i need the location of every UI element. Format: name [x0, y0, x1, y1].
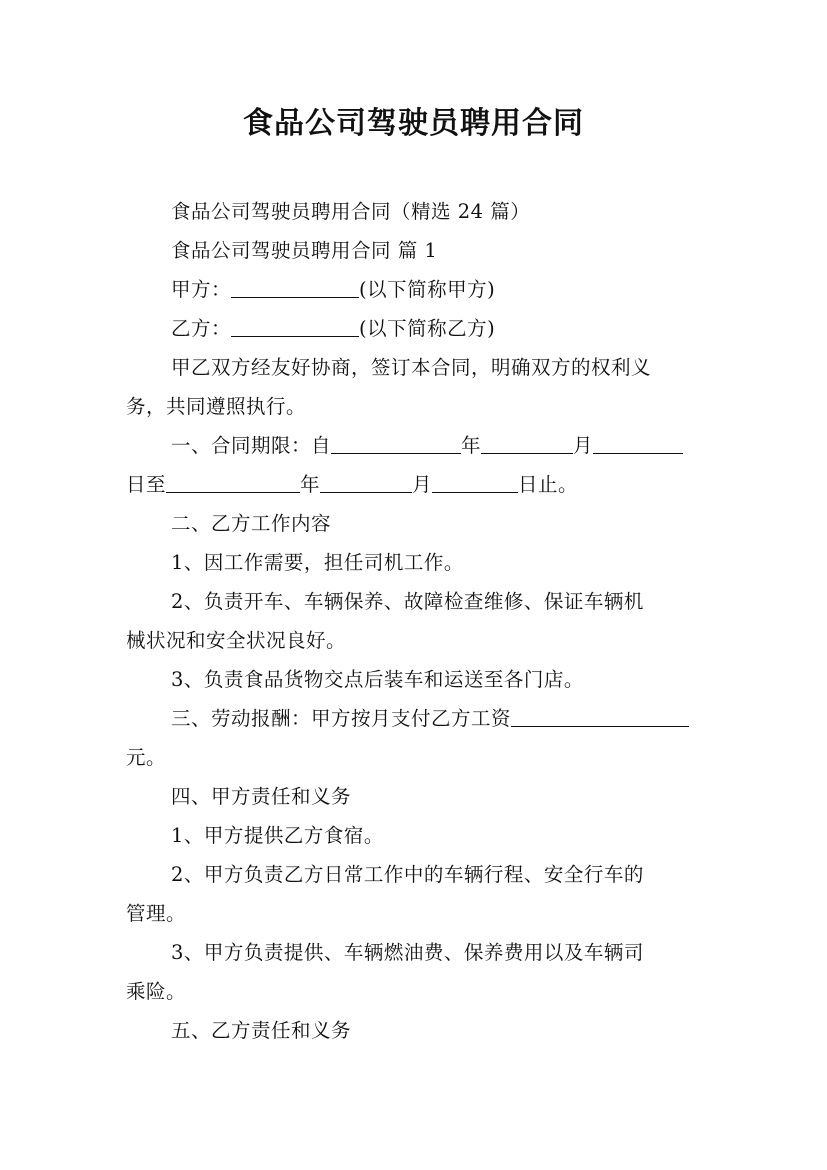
paragraph-line: 1、因工作需要，担任司机工作。: [171, 551, 464, 574]
paragraph-section-heading: 食品公司驾驶员聘用合同 篇 1: [171, 239, 438, 262]
paragraph-line: 乘险。: [126, 980, 187, 1003]
term-end-day-blank: [432, 472, 518, 493]
party-a-blank: [231, 277, 359, 298]
paragraph-line: 2、甲方负责乙方日常工作中的车辆行程、安全行车的: [171, 863, 644, 886]
term-end-suffix: 日止。: [518, 473, 579, 496]
term-start-day-blank: [593, 433, 683, 454]
term-end-year-blank: [166, 472, 300, 493]
term-end-month-blank: [320, 472, 412, 493]
term-label: 一、合同期限：自: [171, 434, 332, 457]
term-start-month-blank: [481, 433, 573, 454]
paragraph-line: 械状况和安全状况良好。: [126, 629, 347, 652]
term-end-month-label: 月: [412, 473, 433, 496]
section-heading: 四、甲方责任和义务: [171, 785, 352, 808]
salary-label: 三、劳动报酬：甲方按月支付乙方工资: [171, 707, 512, 730]
section-heading: 五、乙方责任和义务: [171, 1019, 352, 1042]
document-title: 食品公司驾驶员聘用合同: [243, 106, 584, 141]
paragraph-line: 管理。: [126, 902, 187, 925]
term-month-label: 月: [573, 434, 594, 457]
term-year-label: 年: [461, 434, 482, 457]
party-a-note: (以下简称甲方): [359, 278, 496, 301]
paragraph-line: 务，共同遵照执行。: [126, 395, 307, 418]
salary-line: [126, 704, 751, 734]
party-b-note: (以下简称乙方): [359, 317, 496, 340]
paragraph-line: 甲乙双方经友好协商，签订本合同，明确双方的权利义: [171, 356, 652, 379]
party-b-label: 乙方：: [171, 317, 232, 340]
contract-term-end-line: [126, 470, 706, 500]
term-end-year-label: 年: [300, 473, 321, 496]
paragraph-line: 3、甲方负责提供、车辆燃油费、保养费用以及车辆司: [171, 941, 644, 964]
paragraph-line: 元。: [126, 746, 167, 769]
paragraph-subtitle: 食品公司驾驶员聘用合同（精选 24 篇）: [171, 200, 531, 223]
term-start-year-blank: [331, 433, 461, 454]
party-b-line: [126, 314, 751, 344]
party-a-line: [126, 275, 751, 305]
contract-term-line: [126, 431, 751, 461]
party-a-label: 甲方：: [171, 278, 232, 301]
party-b-blank: [231, 316, 359, 337]
term-end-label: 日至: [126, 473, 167, 496]
salary-blank: [511, 706, 689, 727]
paragraph-line: 2、负责开车、车辆保养、故障检查维修、保证车辆机: [171, 590, 644, 613]
paragraph-line: 3、负责食品货物交点后装车和运送至各门店。: [171, 668, 584, 691]
section-heading: 二、乙方工作内容: [171, 512, 332, 535]
paragraph-line: 1、甲方提供乙方食宿。: [171, 824, 384, 847]
